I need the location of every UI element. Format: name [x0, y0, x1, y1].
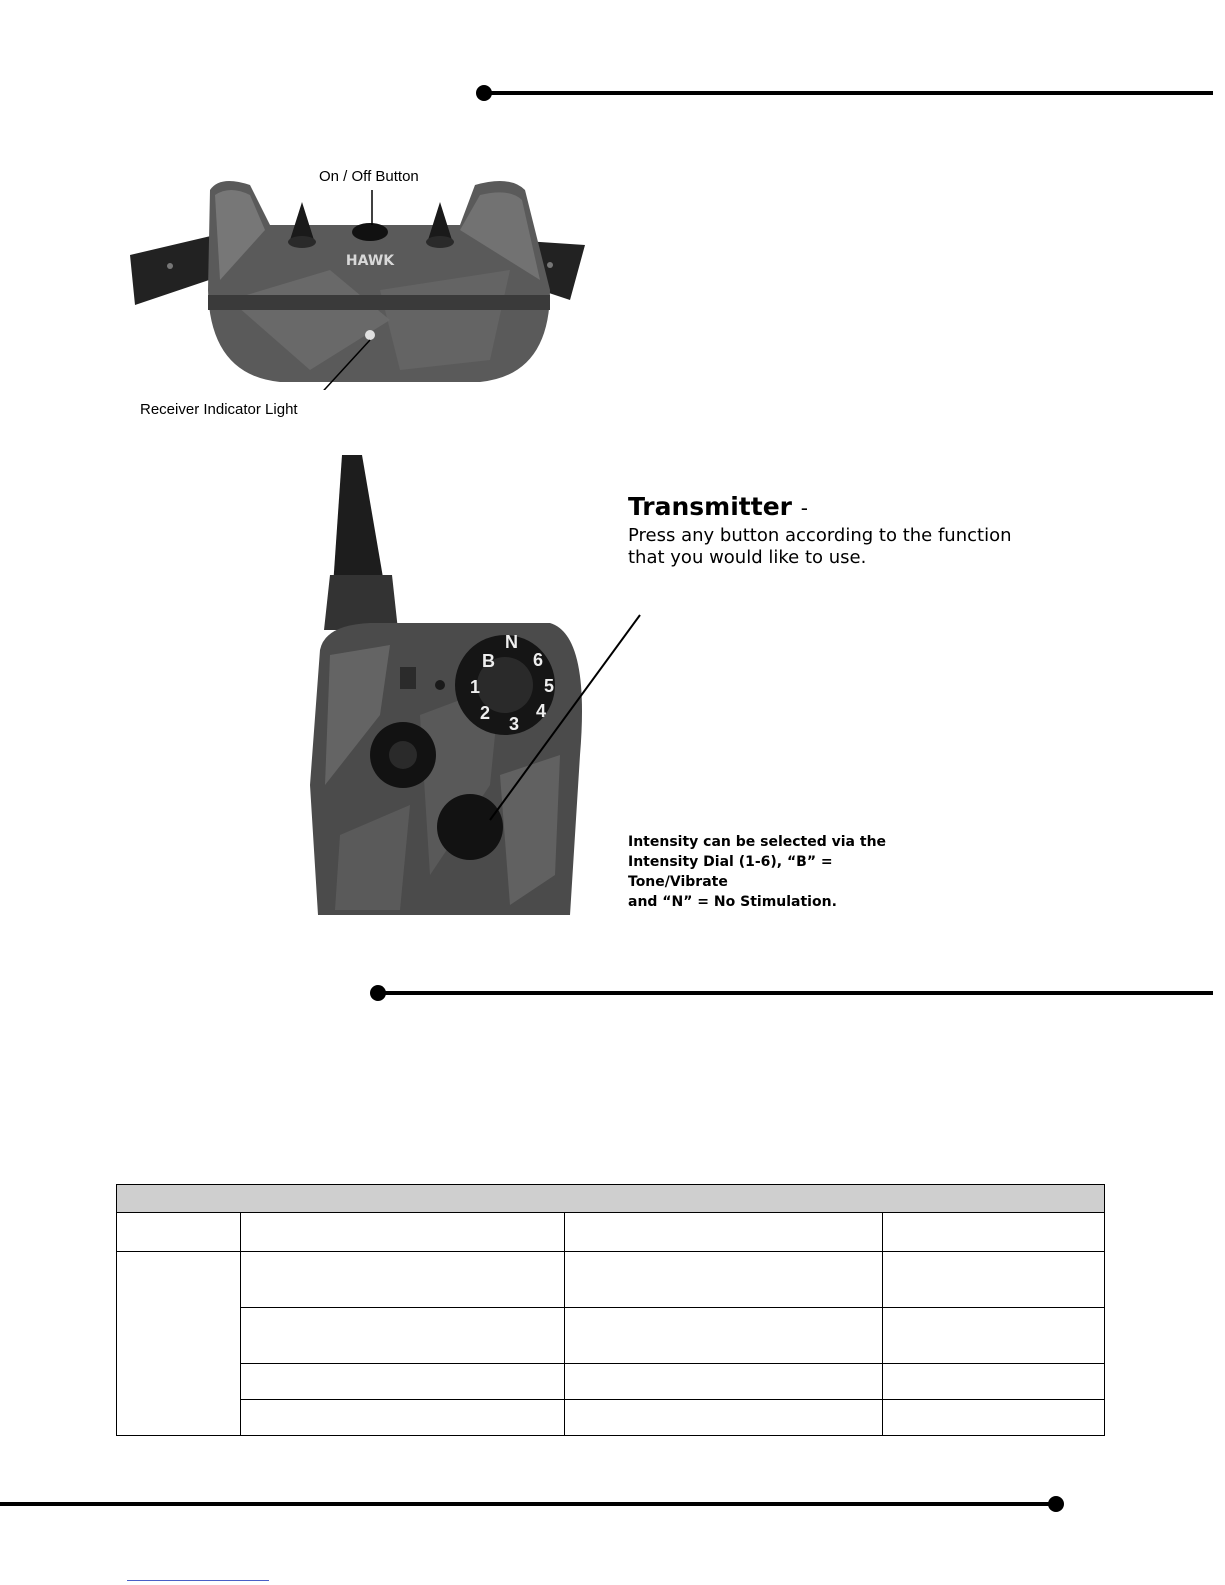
transmitter-description: Press any button according to the function that you would like to use. [628, 525, 1012, 568]
section-divider-bottom [0, 1502, 1056, 1506]
dial-label-1: 1 [470, 677, 481, 697]
table-cell [883, 1308, 1105, 1364]
divider-dot-middle [370, 985, 386, 1001]
table-row [117, 1252, 1105, 1308]
table-cell [565, 1252, 883, 1308]
table-cell [565, 1308, 883, 1364]
table-cell [241, 1252, 565, 1308]
on-off-button-label: On / Off Button [319, 168, 419, 185]
divider-dot-top [476, 85, 492, 101]
dial-label-n: N [505, 632, 518, 652]
table-cell [565, 1400, 883, 1436]
table-cell [241, 1308, 565, 1364]
dial-label-4: 4 [536, 701, 547, 721]
table-cell [883, 1213, 1105, 1252]
dial-label-b: B [482, 651, 495, 671]
table-cell [883, 1364, 1105, 1400]
transmitter-title [628, 492, 808, 521]
section-divider-top [484, 91, 1213, 95]
table-cell [565, 1213, 883, 1252]
intensity-note-line: Intensity can be selected via the [628, 834, 887, 850]
intensity-note-line: and “N” = No Stimulation. [628, 894, 837, 910]
dial-label-6: 6 [533, 650, 544, 670]
section-divider-middle [378, 991, 1213, 995]
table-cell [241, 1400, 565, 1436]
table-row [117, 1400, 1105, 1436]
table-cell [883, 1400, 1105, 1436]
table-cell [565, 1364, 883, 1400]
table-column-row [117, 1213, 1105, 1252]
dial-label-3: 3 [509, 714, 520, 734]
dial-label-5: 5 [544, 676, 555, 696]
table-group-cell [117, 1252, 241, 1436]
table-cell [883, 1252, 1105, 1308]
table-cell [241, 1364, 565, 1400]
transmitter-title-suffix: - [800, 496, 808, 520]
transmitter-title-text: Transmitter [628, 492, 792, 521]
table-cell [241, 1213, 565, 1252]
footer-link-underline[interactable] [127, 1580, 269, 1581]
table-row [117, 1364, 1105, 1400]
dial-label-2: 2 [480, 703, 491, 723]
intensity-note-line: Intensity Dial (1-6), “B” = Tone/Vibrate [628, 854, 833, 890]
divider-dot-bottom [1048, 1496, 1064, 1512]
intensity-note [628, 832, 928, 912]
table-cell [117, 1213, 241, 1252]
receiver-collar-image [130, 170, 585, 390]
table-header-cell [117, 1185, 1105, 1213]
brand-logo: HAWK [345, 253, 395, 269]
spec-table [116, 1184, 1105, 1436]
table-header-row [117, 1185, 1105, 1213]
receiver-indicator-light-label: Receiver Indicator Light [140, 401, 298, 418]
table-row [117, 1308, 1105, 1364]
